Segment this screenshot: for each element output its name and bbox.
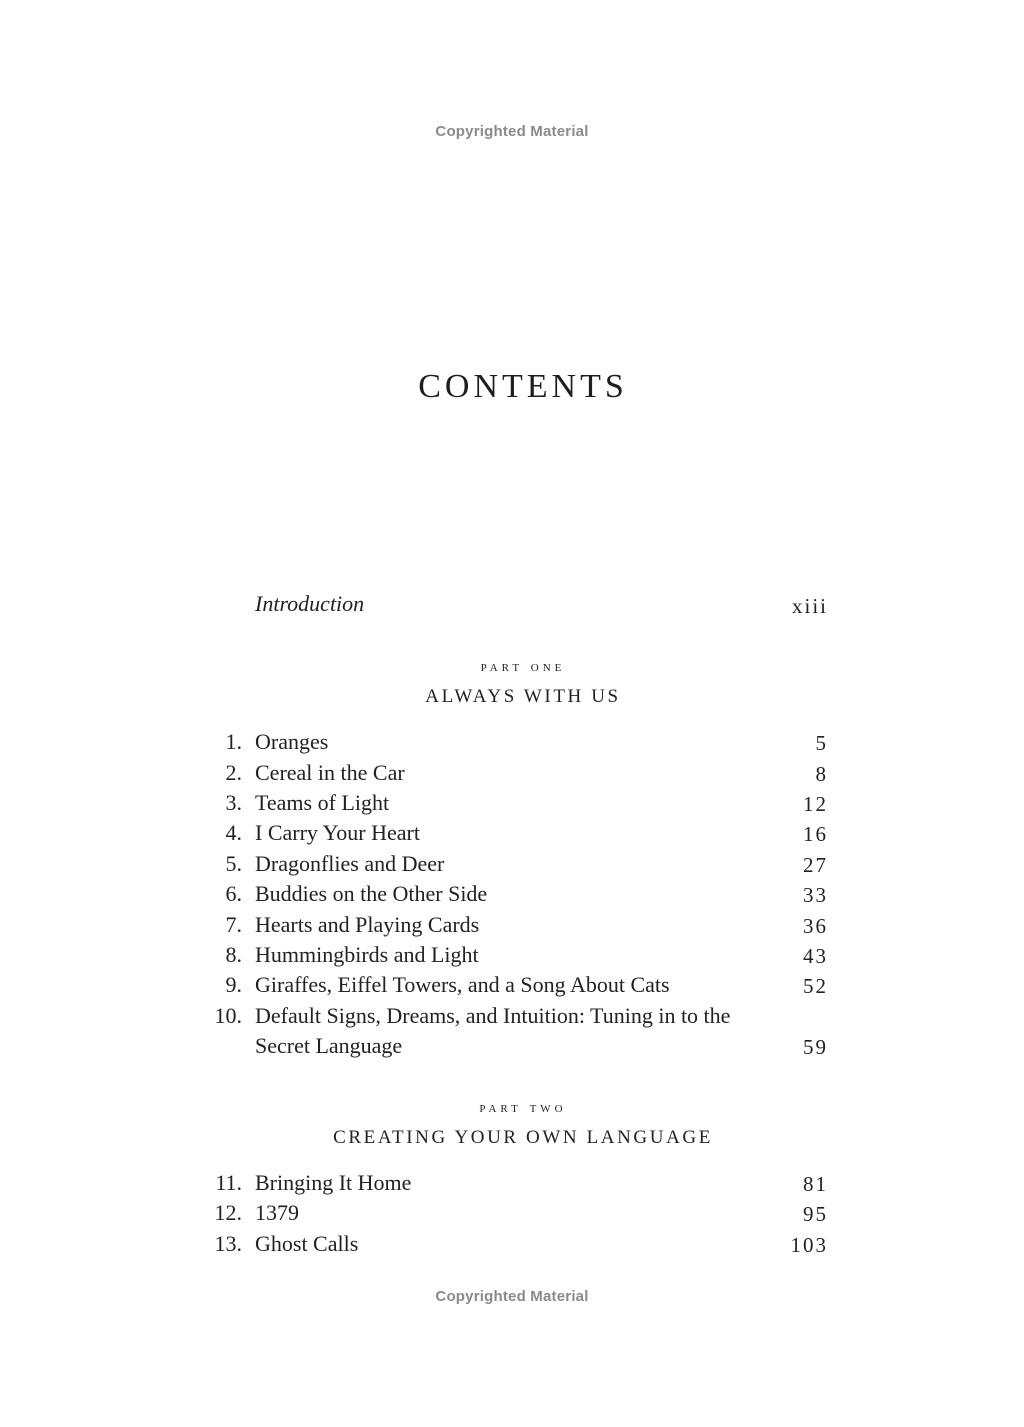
toc-entry-title[interactable]: Ghost Calls (255, 1231, 359, 1256)
part-one-label: part one (480, 659, 566, 675)
copyright-watermark-top: Copyrighted Material (435, 123, 589, 140)
toc-entry-introduction-title[interactable]: Introduction (255, 591, 365, 616)
toc-entry-page: 12 (803, 792, 828, 816)
toc-entry-introduction-page: xiii (791, 594, 828, 618)
toc-entry-title[interactable]: Hummingbirds and Light (255, 942, 479, 967)
toc-entry-number: 10. (214, 1003, 242, 1028)
toc-entry-number: 6. (225, 881, 242, 906)
toc-entry-number: 3. (225, 790, 242, 815)
toc-entry-number: 7. (225, 912, 242, 937)
toc-entry-number: 2. (225, 760, 242, 785)
toc-entry-title[interactable]: Cereal in the Car (255, 760, 405, 785)
toc-entry-number: 5. (225, 851, 242, 876)
toc-entry-page: 59 (803, 1035, 828, 1059)
toc-entry-title[interactable]: Giraffes, Eiffel Towers, and a Song About Cats (255, 972, 670, 997)
toc-entry-page: 95 (803, 1202, 828, 1226)
toc-entry-title[interactable]: Oranges (255, 729, 329, 754)
toc-entry-title[interactable]: Dragonflies and Deer (255, 851, 445, 876)
toc-entry-number: 12. (214, 1200, 242, 1225)
toc-entry-title[interactable]: Buddies on the Other Side (255, 881, 488, 906)
toc-entry-page: 52 (803, 974, 828, 998)
toc-entry-page: 5 (815, 731, 828, 755)
part-two-label: part two (479, 1100, 567, 1116)
toc-entry-number: 4. (225, 820, 242, 845)
toc-entry-title[interactable]: Teams of Light (255, 790, 390, 815)
toc-entry-page: 33 (803, 883, 828, 907)
toc-entry-title[interactable]: Default Signs, Dreams, and Intuition: Tuning in to the (255, 1003, 731, 1028)
toc-entry-number: 11. (215, 1170, 242, 1195)
toc-entry-number: 1. (225, 729, 242, 754)
page-title: CONTENTS (418, 368, 628, 405)
toc-entry-page: 27 (803, 853, 828, 877)
toc-entry-number: 13. (214, 1231, 242, 1256)
toc-entry-number: 8. (225, 942, 242, 967)
part-one-title: ALWAYS WITH US (425, 686, 621, 707)
toc-entry-title-continuation[interactable]: Secret Language (255, 1033, 403, 1058)
toc-entry-page: 36 (803, 914, 828, 938)
toc-entry-number: 9. (225, 972, 242, 997)
toc-entry-page: 103 (790, 1233, 828, 1257)
toc-entry-page: 16 (803, 822, 828, 846)
toc-entry-page: 43 (803, 944, 828, 968)
copyright-watermark-bottom: Copyrighted Material (435, 1288, 589, 1305)
part-two-title: CREATING YOUR OWN LANGUAGE (333, 1127, 713, 1148)
toc-entry-title[interactable]: Hearts and Playing Cards (255, 912, 480, 937)
toc-entry-page: 8 (815, 762, 828, 786)
toc-entry-page: 81 (803, 1172, 828, 1196)
toc-entry-title[interactable]: 1379 (255, 1200, 299, 1225)
toc-entry-title[interactable]: I Carry Your Heart (255, 820, 420, 845)
toc-entry-title[interactable]: Bringing It Home (255, 1170, 412, 1195)
